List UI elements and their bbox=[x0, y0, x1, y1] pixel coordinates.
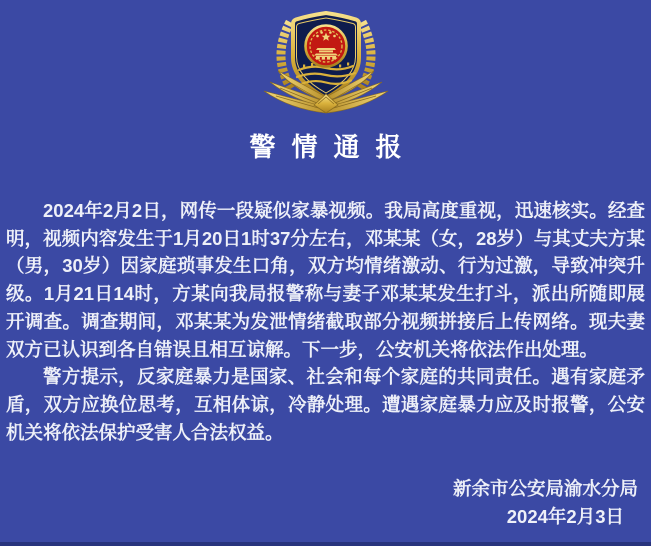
notice-paragraph-2: 警方提示，反家庭暴力是国家、社会和每个家庭的共同责任。遇有家庭矛盾，双方应换位思考，互相体谅，冷静处理。遭遇家庭暴力应及时报警，公安机关将依法保护受害人合法权益。 bbox=[6, 366, 645, 443]
notice-body bbox=[0, 197, 651, 446]
police-badge-icon bbox=[256, 8, 396, 120]
signature-block bbox=[0, 475, 651, 531]
police-badge bbox=[0, 8, 651, 120]
notice-paragraph-1: 2024年2月2日，网传一段疑似家暴视频。我局高度重视，迅速核实。经查明，视频内容发生于1月20日1时37分左右，邓某某（女，28岁）与其丈夫方某（男，30岁）因家庭琐事发生口角，双方均情绪激动、行为过激，导致冲突升级。1月21日14时，方某向我局报警称与妻子邓某某发生打斗，派出所随即展开调查。调查期间，邓某某为发泄情绪截取部分视频拼接后上传网络。现夫妻双方已认识到各自错误且相互谅解。下一步，公安机关将依法作出处理。 bbox=[6, 200, 645, 360]
signature-organization: 新余市公安局渝水分局 bbox=[452, 478, 638, 500]
signature-date: 2024年2月3日 bbox=[506, 506, 624, 528]
badge-national-emblem bbox=[305, 26, 346, 67]
bottom-edge-shadow bbox=[0, 542, 651, 546]
notice-title: 警情通报 bbox=[249, 132, 418, 162]
